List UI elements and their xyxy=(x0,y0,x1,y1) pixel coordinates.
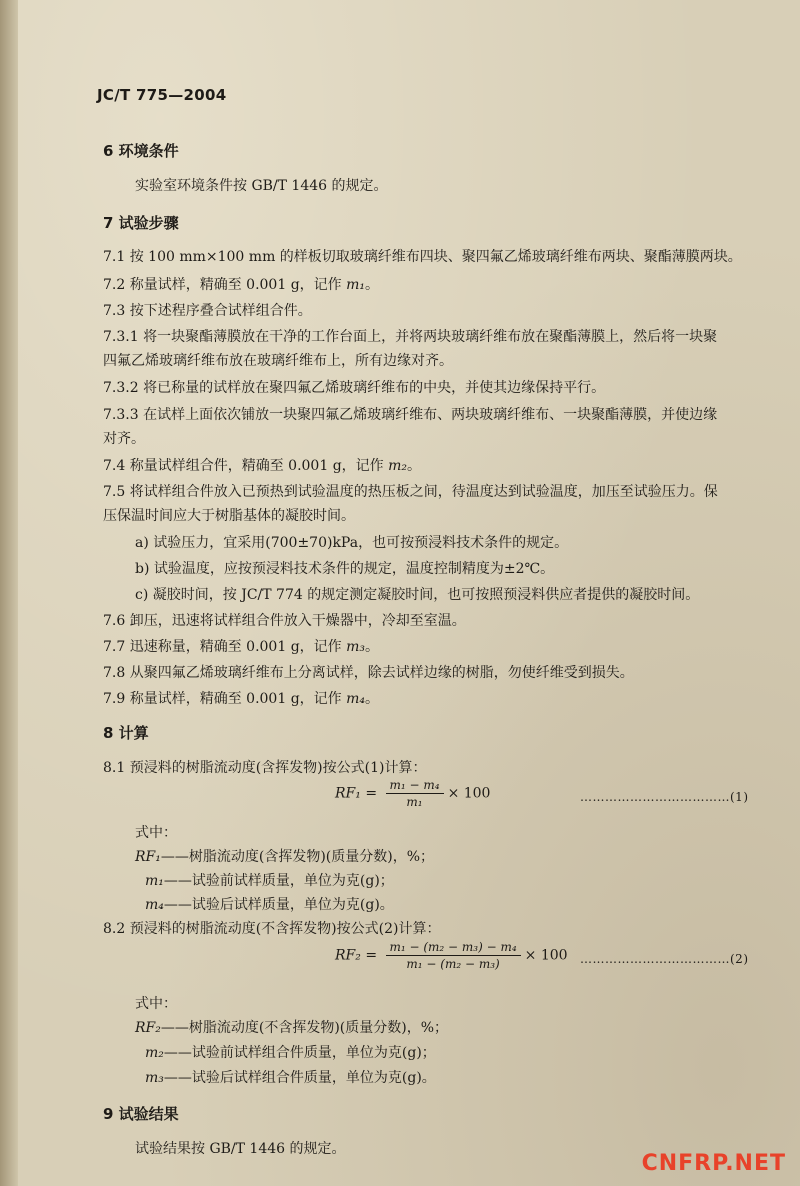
section-9-title: 9 试验结果 xyxy=(103,1105,179,1123)
clause-7-5-line1: 7.5 将试样组合件放入已预热到试验温度的热压板之间，待温度达到试验温度，加压至试验压力。保 xyxy=(103,484,718,500)
section-7-title: 7 试验步骤 xyxy=(103,214,179,232)
clause-7-1: 7.1 按 100 mm×100 mm 的样板切取玻璃纤维布四块、聚四氟乙烯玻璃纤维布两块、聚酯薄膜两块。 xyxy=(103,249,742,265)
clause-8-1: 8.1 预浸料的树脂流动度(含挥发物)按公式(1)计算： xyxy=(103,760,427,776)
clause-7-3-3-line1: 7.3.3 在试样上面依次铺放一块聚四氟乙烯玻璃纤维布、两块玻璃纤维布、一块聚酯薄膜，并使边缘 xyxy=(103,407,718,423)
formula-1-number: ………………………………(1) xyxy=(580,790,749,804)
clause-7-9: 7.9 称量试样，精确至 0.001 g，记作 m₄。 xyxy=(103,691,379,707)
section-9-text: 试验结果按 GB/T 1446 的规定。 xyxy=(135,1141,346,1157)
clause-7-3: 7.3 按下述程序叠合试样组合件。 xyxy=(103,303,312,319)
clause-7-3-3-line2: 对齐。 xyxy=(103,431,145,447)
section-6-title: 6 环境条件 xyxy=(103,142,179,160)
section-8-title: 8 计算 xyxy=(103,724,149,742)
clause-7-7: 7.7 迅速称量，精确至 0.001 g，记作 m₃。 xyxy=(103,639,379,655)
formula-2-number: ………………………………(2) xyxy=(580,952,749,966)
section-6-text: 实验室环境条件按 GB/T 1446 的规定。 xyxy=(135,178,388,194)
clause-7-4: 7.4 称量试样组合件，精确至 0.001 g，记作 m₂。 xyxy=(103,458,421,474)
where-label-1: 式中： xyxy=(135,825,177,841)
def-m3: m₃——试验后试样组合件质量，单位为克(g)。 xyxy=(145,1070,436,1086)
def-rf1: RF₁——树脂流动度(含挥发物)(质量分数)，%； xyxy=(135,849,435,865)
def-rf2: RF₂——树脂流动度(不含挥发物)(质量分数)，%； xyxy=(135,1020,449,1036)
def-m2: m₂——试验前试样组合件质量，单位为克(g)； xyxy=(145,1045,436,1061)
def-m1: m₁——试验前试样质量，单位为克(g)； xyxy=(145,873,394,889)
clause-7-8: 7.8 从聚四氟乙烯玻璃纤维布上分离试样，除去试样边缘的树脂，勿使纤维受到损失。 xyxy=(103,665,634,681)
clause-7-5-c: c) 凝胶时间，按 JC/T 774 的规定测定凝胶时间，也可按照预浸料供应者提供的凝胶时间。 xyxy=(135,587,700,603)
site-watermark: CNFRP.NET xyxy=(641,1151,786,1176)
clause-7-3-1-line1: 7.3.1 将一块聚酯薄膜放在干净的工作台面上，并将两块玻璃纤维布放在聚酯薄膜上，然后将一块聚 xyxy=(103,329,718,345)
clause-7-5-b: b) 试验温度，应按预浸料技术条件的规定，温度控制精度为±2℃。 xyxy=(135,561,555,577)
where-label-2: 式中： xyxy=(135,996,177,1012)
clause-7-2: 7.2 称量试样，精确至 0.001 g，记作 m₁。 xyxy=(103,277,379,293)
def-m4: m₄——试验后试样质量，单位为克(g)。 xyxy=(145,897,394,913)
clause-7-5-line2: 压保温时间应大于树脂基体的凝胶时间。 xyxy=(103,508,355,524)
scan-gutter-shadow xyxy=(0,0,18,1186)
standard-code: JC/T 775—2004 xyxy=(97,86,227,104)
formula-1: RF₁ = $\frac{\text{m₁ − m₄}}{\text{m₁}}$ × 100 xyxy=(335,778,491,809)
clause-7-3-1-line2: 四氟乙烯玻璃纤维布放在玻璃纤维布上，所有边缘对齐。 xyxy=(103,353,453,369)
formula-2: RF₂ = $\frac{\text{m₁ − (m₂ − m₃) − m₄}}{\text{m₁ − (m₂ − m₃)}}$ × 100 xyxy=(335,940,568,971)
clause-7-5-a: a) 试验压力，宜采用(700±70)kPa，也可按预浸料技术条件的规定。 xyxy=(135,535,569,551)
clause-7-6: 7.6 卸压，迅速将试样组合件放入干燥器中，冷却至室温。 xyxy=(103,613,466,629)
clause-7-3-2: 7.3.2 将已称量的试样放在聚四氟乙烯玻璃纤维布的中央，并使其边缘保持平行。 xyxy=(103,380,606,396)
clause-8-2: 8.2 预浸料的树脂流动度(不含挥发物)按公式(2)计算： xyxy=(103,921,441,937)
